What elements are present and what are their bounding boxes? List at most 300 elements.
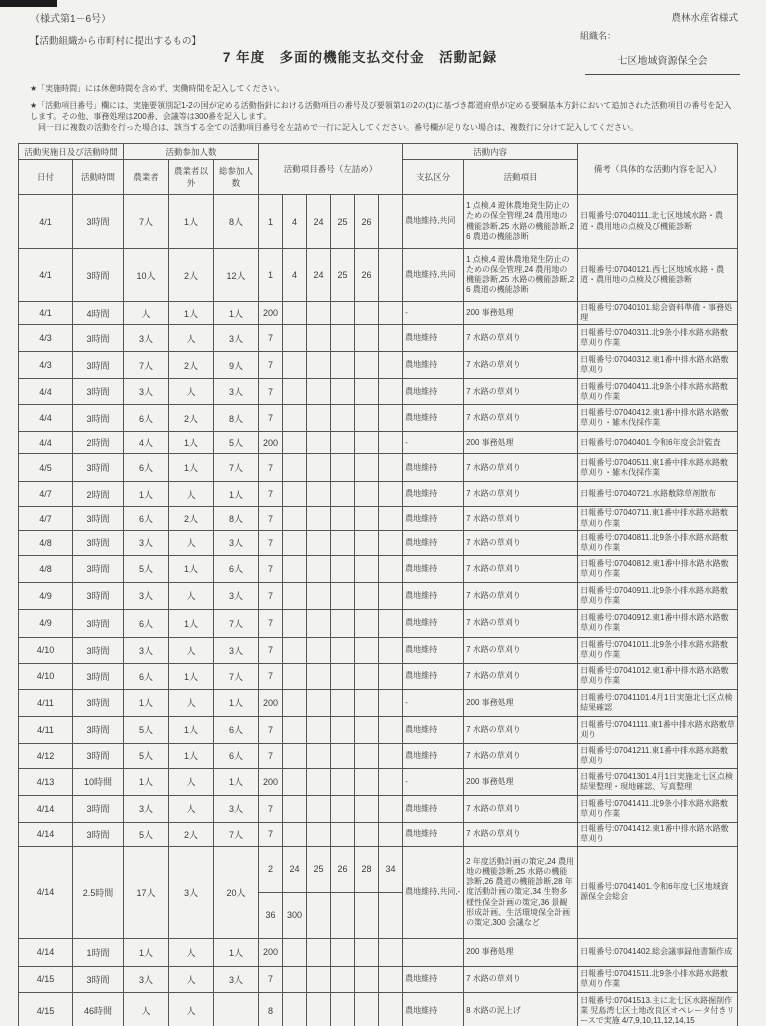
- cell-remark: 日報番号:07040511.東1番中排水路水路敷草刈り・雑木伐採作業: [578, 454, 738, 482]
- cell-non-farmers: 1人: [169, 663, 214, 689]
- cell-item: 7 水路の草刈り: [464, 555, 578, 582]
- cell-item-number: [307, 609, 331, 637]
- cell-item-number: [307, 379, 331, 405]
- cell-item-number: [283, 768, 307, 795]
- cell-date: 4/3: [19, 352, 73, 379]
- cell-item: 7 水路の草刈り: [464, 379, 578, 405]
- cell-pay-type: 農地維持: [403, 795, 464, 822]
- cell-item-number: 7: [259, 795, 283, 822]
- cell-item-number: 7: [259, 482, 283, 507]
- header-item-number: 活動項目番号（左詰め）: [259, 144, 403, 195]
- cell-item-number: [379, 302, 403, 325]
- cell-non-farmers: 2人: [169, 249, 214, 302]
- org-name-value: 七区地域資源保全会: [585, 52, 740, 75]
- cell-total: 1人: [214, 938, 259, 966]
- cell-date: 4/10: [19, 663, 73, 689]
- cell-date: 4/1: [19, 195, 73, 249]
- cell-hours: 3時間: [73, 195, 124, 249]
- cell-item-number: [331, 609, 355, 637]
- table-row: [19, 795, 738, 822]
- cell-remark: 日報番号:07040111.北七区地域水路・農道・農用地の点検及び機能診断: [578, 195, 738, 249]
- cell-farmers: 1人: [124, 768, 169, 795]
- cell-hours: 3時間: [73, 379, 124, 405]
- cell-item-number: 34: [379, 846, 403, 892]
- cell-pay-type: 農地維持: [403, 992, 464, 1026]
- cell-item-number: [355, 555, 379, 582]
- cell-item-number: 7: [259, 966, 283, 992]
- cell-total: 6人: [214, 716, 259, 743]
- cell-item-number: [331, 432, 355, 454]
- cell-hours: 3時間: [73, 555, 124, 582]
- header-date-time: 活動実施日及び活動時間: [19, 144, 124, 160]
- cell-item-number: 7: [259, 325, 283, 352]
- cell-item-number: [307, 822, 331, 846]
- table-row: [19, 352, 738, 379]
- cell-date: 4/1: [19, 249, 73, 302]
- cell-item: 7 水路の草刈り: [464, 716, 578, 743]
- cell-total: 3人: [214, 582, 259, 609]
- cell-item-number: [307, 582, 331, 609]
- cell-item-number: 25: [307, 846, 331, 892]
- cell-item-number: [283, 689, 307, 716]
- table-row: [19, 637, 738, 663]
- cell-item-number: [331, 637, 355, 663]
- cell-item-number: [355, 795, 379, 822]
- cell-item-number: [379, 663, 403, 689]
- cell-total: 8人: [214, 507, 259, 530]
- cell-remark: 日報番号:07040312.東1番中排水路水路敷草刈り: [578, 352, 738, 379]
- cell-item-number: 7: [259, 379, 283, 405]
- cell-item-number: 26: [331, 846, 355, 892]
- cell-item: 200 事務処理: [464, 432, 578, 454]
- cell-item-number: [307, 689, 331, 716]
- table-row: [19, 609, 738, 637]
- cell-item-number: [355, 482, 379, 507]
- header-item: 活動項目: [464, 160, 578, 195]
- cell-item-number: [355, 352, 379, 379]
- cell-item-number: [379, 822, 403, 846]
- scan-artifact: [0, 0, 57, 7]
- header-farmers: 農業者: [124, 160, 169, 195]
- cell-item-number: [283, 992, 307, 1026]
- cell-item: 7 水路の草刈り: [464, 454, 578, 482]
- table-row: [19, 432, 738, 454]
- cell-hours: 3時間: [73, 582, 124, 609]
- cell-item-number: [379, 938, 403, 966]
- cell-item-number: [283, 822, 307, 846]
- cell-item: 7 水路の草刈り: [464, 582, 578, 609]
- cell-item-number: [331, 405, 355, 432]
- cell-total: 8人: [214, 405, 259, 432]
- cell-item-number: [355, 637, 379, 663]
- cell-item-number: [283, 663, 307, 689]
- cell-pay-type: 農地維持: [403, 454, 464, 482]
- cell-hours: 3時間: [73, 966, 124, 992]
- cell-item-number: [283, 637, 307, 663]
- cell-item-number: 7: [259, 743, 283, 768]
- cell-hours: 3時間: [73, 405, 124, 432]
- cell-total: 1人: [214, 302, 259, 325]
- cell-non-farmers: 人: [169, 768, 214, 795]
- cell-hours: 3時間: [73, 352, 124, 379]
- cell-hours: 3時間: [73, 743, 124, 768]
- cell-item: 7 水路の草刈り: [464, 966, 578, 992]
- cell-item-number: [283, 555, 307, 582]
- cell-total: 3人: [214, 795, 259, 822]
- table-row: [19, 768, 738, 795]
- cell-item-number: [355, 822, 379, 846]
- table-row: [19, 555, 738, 582]
- cell-total: 3人: [214, 637, 259, 663]
- cell-pay-type: 農地維持: [403, 637, 464, 663]
- cell-item-number: [307, 530, 331, 555]
- cell-non-farmers: 1人: [169, 302, 214, 325]
- cell-item-number: [355, 689, 379, 716]
- cell-item-number: 7: [259, 637, 283, 663]
- table-row: [19, 507, 738, 530]
- header-hours: 活動時間: [73, 160, 124, 195]
- cell-total: 8人: [214, 195, 259, 249]
- cell-item-number: [307, 302, 331, 325]
- cell-date: 4/14: [19, 822, 73, 846]
- cell-item-number: [331, 302, 355, 325]
- cell-item: 7 水路の草刈り: [464, 663, 578, 689]
- cell-non-farmers: 人: [169, 689, 214, 716]
- cell-hours: 10時間: [73, 768, 124, 795]
- cell-farmers: 6人: [124, 405, 169, 432]
- note-working-hours: ★「実施時間」には休憩時間を含めず、実働時間を記入してください。: [30, 84, 285, 93]
- cell-date: 4/5: [19, 454, 73, 482]
- cell-item-number: [283, 966, 307, 992]
- cell-item-number: [355, 716, 379, 743]
- cell-item-number: [331, 555, 355, 582]
- cell-item-number: [283, 507, 307, 530]
- cell-date: 4/8: [19, 555, 73, 582]
- cell-remark: 日報番号:07040401.令和6年度会計監査: [578, 432, 738, 454]
- cell-item: 200 事務処理: [464, 302, 578, 325]
- submit-target-note: 【活動組織から市町村に提出するもの】: [30, 36, 202, 47]
- cell-date: 4/9: [19, 582, 73, 609]
- cell-date: 4/3: [19, 325, 73, 352]
- cell-item-number: [379, 795, 403, 822]
- cell-non-farmers: 1人: [169, 432, 214, 454]
- cell-non-farmers: 2人: [169, 507, 214, 530]
- cell-non-farmers: 人: [169, 582, 214, 609]
- cell-pay-type: 農地維持,共同,-: [403, 846, 464, 938]
- cell-item-number: [355, 663, 379, 689]
- cell-non-farmers: 1人: [169, 195, 214, 249]
- cell-item: 7 水路の草刈り: [464, 405, 578, 432]
- cell-date: 4/14: [19, 938, 73, 966]
- cell-item-number: [379, 507, 403, 530]
- cell-farmers: 3人: [124, 795, 169, 822]
- cell-item-number: [283, 325, 307, 352]
- cell-pay-type: 農地維持: [403, 325, 464, 352]
- cell-item-number: [355, 454, 379, 482]
- cell-pay-type: 農地維持,共同: [403, 249, 464, 302]
- cell-item-number: [379, 325, 403, 352]
- cell-total: 3人: [214, 379, 259, 405]
- cell-item: 7 水路の草刈り: [464, 325, 578, 352]
- cell-non-farmers: 1人: [169, 555, 214, 582]
- cell-farmers: 人: [124, 302, 169, 325]
- cell-remark: 日報番号:07041301.4月1日実施北七区点検結果整理・現地確認、写真整理: [578, 768, 738, 795]
- cell-item-number: [355, 938, 379, 966]
- cell-non-farmers: 人: [169, 966, 214, 992]
- cell-item-number: [307, 555, 331, 582]
- page-title: 7 年度 多面的機能支払交付金 活動記録: [222, 50, 498, 65]
- table-row: [19, 195, 738, 249]
- cell-item-number: [355, 582, 379, 609]
- cell-pay-type: [403, 938, 464, 966]
- cell-total: 5人: [214, 432, 259, 454]
- cell-item-number: [283, 938, 307, 966]
- cell-date: 4/13: [19, 768, 73, 795]
- cell-hours: 46時間: [73, 992, 124, 1026]
- cell-item-number: [379, 454, 403, 482]
- header-activity-content: 活動内容: [403, 144, 578, 160]
- cell-item-number: [331, 822, 355, 846]
- cell-item-number: 7: [259, 609, 283, 637]
- cell-item-number: 300: [283, 892, 307, 938]
- cell-remark: 日報番号:07040101.総会資料準備・事務処理: [578, 302, 738, 325]
- cell-date: 4/7: [19, 507, 73, 530]
- cell-date: 4/10: [19, 637, 73, 663]
- cell-item-number: [283, 582, 307, 609]
- cell-farmers: 5人: [124, 743, 169, 768]
- cell-item-number: [379, 892, 403, 938]
- cell-item-number: [283, 530, 307, 555]
- cell-item-number: [379, 637, 403, 663]
- cell-item-number: [331, 352, 355, 379]
- cell-item-number: 7: [259, 555, 283, 582]
- table-row: [19, 663, 738, 689]
- cell-item-number: 8: [259, 992, 283, 1026]
- cell-item: 7 水路の草刈り: [464, 795, 578, 822]
- cell-item-number: [307, 663, 331, 689]
- cell-item-number: [331, 507, 355, 530]
- table-row: [19, 822, 738, 846]
- cell-hours: 2.5時間: [73, 846, 124, 938]
- cell-farmers: 17人: [124, 846, 169, 938]
- cell-date: 4/14: [19, 795, 73, 822]
- cell-item-number: 36: [259, 892, 283, 938]
- header-total: 総参加人数: [214, 160, 259, 195]
- cell-item-number: [331, 689, 355, 716]
- cell-item-number: 7: [259, 405, 283, 432]
- cell-remark: 日報番号:07041012.東1番中排水路水路敷草刈り作業: [578, 663, 738, 689]
- cell-remark: 日報番号:07041211.東1番中排水路水路敷草刈り: [578, 743, 738, 768]
- note-multiple-activities: 同一日に複数の活動を行った場合は、該当する全ての活動項目番号を左詰めで一行に記入してください。番号欄が足りない場合は、複数行に分けて記入してください。: [30, 123, 638, 132]
- cell-item-number: [331, 379, 355, 405]
- cell-remark: 日報番号:07040311.北9条小排水路水路敷草刈り作業: [578, 325, 738, 352]
- cell-item-number: [379, 195, 403, 249]
- cell-farmers: 人: [124, 992, 169, 1026]
- header-participants: 活動参加人数: [124, 144, 259, 160]
- cell-item-number: [379, 768, 403, 795]
- cell-hours: 3時間: [73, 795, 124, 822]
- cell-item-number: [379, 249, 403, 302]
- cell-item-number: [331, 716, 355, 743]
- cell-item: 7 水路の草刈り: [464, 530, 578, 555]
- cell-item-number: [307, 482, 331, 507]
- cell-item-number: [379, 555, 403, 582]
- cell-item-number: [355, 405, 379, 432]
- cell-item: 7 水路の草刈り: [464, 637, 578, 663]
- cell-item-number: 4: [283, 249, 307, 302]
- cell-hours: 3時間: [73, 822, 124, 846]
- ministry-format-label: 農林水産省様式: [671, 13, 738, 24]
- cell-item-number: 24: [283, 846, 307, 892]
- cell-item-number: 2: [259, 846, 283, 892]
- cell-total: 3人: [214, 325, 259, 352]
- cell-item-number: [331, 768, 355, 795]
- cell-item-number: 7: [259, 454, 283, 482]
- cell-item: 200 事務処理: [464, 938, 578, 966]
- cell-item-number: [283, 609, 307, 637]
- cell-item: 7 水路の草刈り: [464, 609, 578, 637]
- cell-item-number: [355, 302, 379, 325]
- cell-farmers: 5人: [124, 822, 169, 846]
- cell-item-number: [355, 507, 379, 530]
- cell-remark: 日報番号:07041402.総会議事録他書類作成: [578, 938, 738, 966]
- cell-item-number: 7: [259, 582, 283, 609]
- cell-total: 1人: [214, 482, 259, 507]
- cell-item-number: [331, 530, 355, 555]
- cell-non-farmers: 2人: [169, 352, 214, 379]
- cell-total: 6人: [214, 555, 259, 582]
- cell-pay-type: 農地維持: [403, 555, 464, 582]
- cell-item-number: 7: [259, 530, 283, 555]
- cell-date: 4/9: [19, 609, 73, 637]
- table-row: [19, 743, 738, 768]
- cell-farmers: 6人: [124, 454, 169, 482]
- cell-item-number: [331, 663, 355, 689]
- table-row: [19, 530, 738, 555]
- cell-hours: 3時間: [73, 689, 124, 716]
- cell-total: 3人: [214, 530, 259, 555]
- cell-hours: 3時間: [73, 637, 124, 663]
- cell-non-farmers: 2人: [169, 822, 214, 846]
- header-date: 日付: [19, 160, 73, 195]
- cell-total: 12人: [214, 249, 259, 302]
- cell-item-number: [283, 743, 307, 768]
- table-row: [19, 582, 738, 609]
- cell-farmers: 4人: [124, 432, 169, 454]
- cell-item-number: [331, 743, 355, 768]
- cell-farmers: 7人: [124, 352, 169, 379]
- cell-item-number: [355, 992, 379, 1026]
- cell-pay-type: 農地維持: [403, 352, 464, 379]
- cell-item-number: [355, 966, 379, 992]
- cell-item-number: [283, 716, 307, 743]
- cell-item-number: [355, 432, 379, 454]
- cell-item-number: [331, 482, 355, 507]
- cell-remark: 日報番号:07041011.北9条小排水路水路敷草刈り作業: [578, 637, 738, 663]
- cell-item-number: 200: [259, 302, 283, 325]
- header-pay-type: 支払区分: [403, 160, 464, 195]
- cell-item-number: [307, 938, 331, 966]
- cell-item-number: [283, 379, 307, 405]
- cell-total: 7人: [214, 822, 259, 846]
- cell-item-number: [307, 992, 331, 1026]
- cell-remark: 日報番号:07041411.北9条小排水路水路敷草刈り作業: [578, 795, 738, 822]
- cell-item-number: 200: [259, 938, 283, 966]
- cell-non-farmers: 1人: [169, 454, 214, 482]
- table-row: [19, 249, 738, 302]
- cell-pay-type: -: [403, 768, 464, 795]
- table-row: [19, 992, 738, 1026]
- cell-item-number: [283, 352, 307, 379]
- cell-item-number: 1: [259, 195, 283, 249]
- cell-hours: 2時間: [73, 482, 124, 507]
- cell-hours: 4時間: [73, 302, 124, 325]
- table-row: [19, 938, 738, 966]
- cell-item-number: [355, 768, 379, 795]
- cell-item-number: [379, 432, 403, 454]
- cell-farmers: 5人: [124, 716, 169, 743]
- cell-total: 7人: [214, 663, 259, 689]
- cell-item-number: 1: [259, 249, 283, 302]
- cell-item-number: [331, 325, 355, 352]
- cell-item-number: 7: [259, 822, 283, 846]
- cell-farmers: 1人: [124, 482, 169, 507]
- cell-non-farmers: 2人: [169, 405, 214, 432]
- cell-date: 4/12: [19, 743, 73, 768]
- cell-non-farmers: 人: [169, 795, 214, 822]
- cell-date: 4/4: [19, 405, 73, 432]
- header-remarks: 備考（具体的な活動内容を記入）: [578, 144, 738, 195]
- cell-item-number: [379, 405, 403, 432]
- table-row: [19, 405, 738, 432]
- cell-item-number: [355, 325, 379, 352]
- cell-remark: 日報番号:07040912.東1番中排水路水路敷草刈り作業: [578, 609, 738, 637]
- cell-item-number: [331, 795, 355, 822]
- cell-pay-type: 農地維持: [403, 716, 464, 743]
- cell-farmers: 1人: [124, 689, 169, 716]
- cell-item-number: 28: [355, 846, 379, 892]
- cell-pay-type: -: [403, 302, 464, 325]
- cell-item-number: [331, 454, 355, 482]
- cell-item-number: 7: [259, 663, 283, 689]
- table-row: [19, 325, 738, 352]
- cell-farmers: 3人: [124, 325, 169, 352]
- cell-item-number: [307, 637, 331, 663]
- cell-non-farmers: 1人: [169, 716, 214, 743]
- cell-total: 6人: [214, 743, 259, 768]
- cell-non-farmers: 3人: [169, 846, 214, 938]
- cell-total: 1人: [214, 689, 259, 716]
- cell-item-number: 200: [259, 432, 283, 454]
- cell-item-number: [355, 609, 379, 637]
- cell-item: 1 点検,4 遊休農地発生防止のための保全管理,24 農用地の機能診断,25 水路の機能診断,26 農道の機能診断: [464, 195, 578, 249]
- cell-pay-type: 農地維持: [403, 582, 464, 609]
- cell-date: 4/1: [19, 302, 73, 325]
- cell-item-number: [379, 992, 403, 1026]
- cell-total: 7人: [214, 454, 259, 482]
- cell-date: 4/4: [19, 432, 73, 454]
- cell-non-farmers: 人: [169, 938, 214, 966]
- cell-item-number: [379, 609, 403, 637]
- cell-farmers: 3人: [124, 637, 169, 663]
- cell-item-number: [331, 992, 355, 1026]
- cell-item: 8 水路の泥上げ: [464, 992, 578, 1026]
- cell-remark: 日報番号:07040411.北9条小排水路水路敷草刈り作業: [578, 379, 738, 405]
- cell-hours: 3時間: [73, 454, 124, 482]
- cell-item-number: 25: [331, 249, 355, 302]
- cell-total: 3人: [214, 966, 259, 992]
- cell-item-number: [331, 892, 355, 938]
